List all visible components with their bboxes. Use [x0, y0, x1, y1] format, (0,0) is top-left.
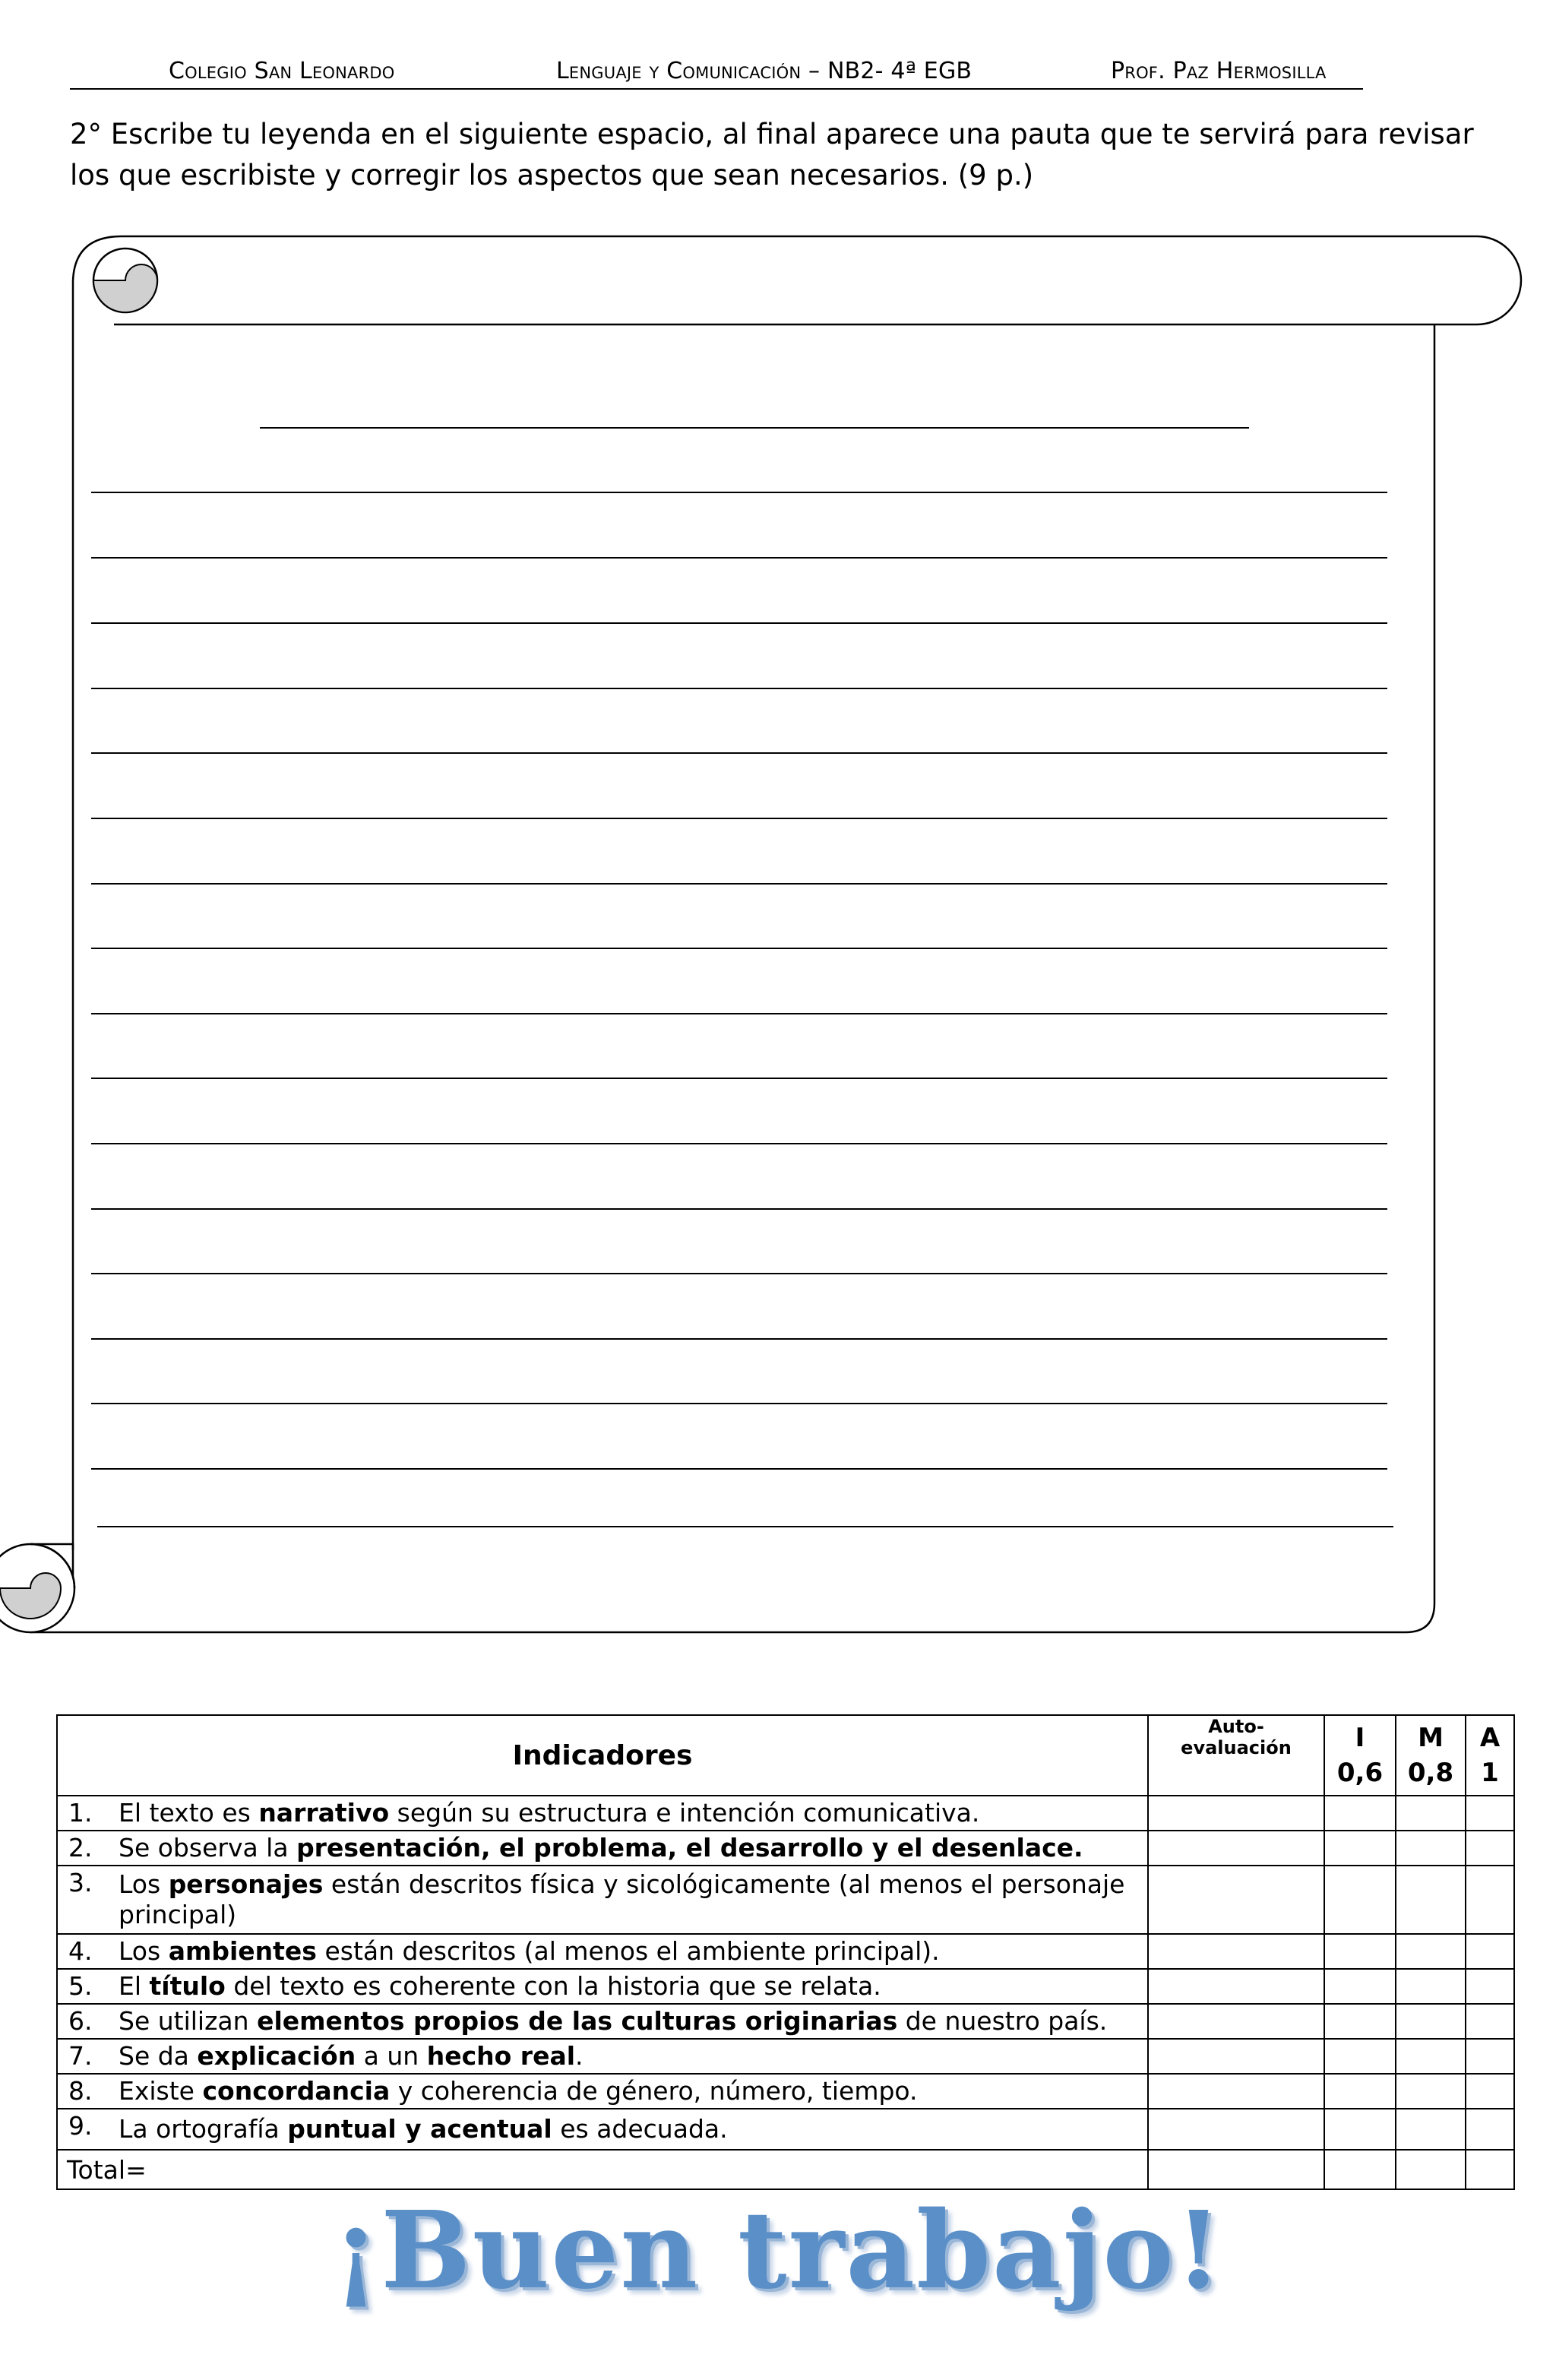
- indicator-cell: [57, 1831, 1148, 1866]
- instructions-text: 2° Escribe tu leyenda en el siguiente espacio, al final aparece una pauta que te servirá para revisar los que escribiste y corregir los aspectos que sean necesarios. (9 p.): [70, 118, 1474, 191]
- score-cell-m[interactable]: [1396, 1796, 1466, 1831]
- indicator-text: [119, 1936, 940, 1966]
- writing-line: [91, 557, 1387, 559]
- footer-good-work: ¡Buen trabajo!: [332, 2189, 1224, 2313]
- score-cell-a[interactable]: [1466, 1934, 1514, 1969]
- rubric-row: [57, 2109, 1514, 2150]
- indicator-cell: [57, 2109, 1148, 2150]
- indicator-fragment: Se da: [119, 2041, 198, 2071]
- score-cell-a[interactable]: [1466, 2109, 1514, 2150]
- indicator-text: [119, 2006, 1107, 2036]
- indicator-keyword: título: [149, 1971, 226, 2001]
- indicator-keyword: ambientes: [168, 1936, 317, 1966]
- score-cell-m[interactable]: [1396, 1866, 1466, 1934]
- writing-line: [91, 622, 1387, 624]
- score-cell-i[interactable]: [1324, 1831, 1396, 1866]
- score-cell-self[interactable]: [1148, 2109, 1324, 2150]
- score-cell-m[interactable]: [1396, 1831, 1466, 1866]
- indicator-fragment: Existe: [119, 2076, 203, 2106]
- indicator-number: 3.: [68, 1868, 93, 1897]
- score-cell-m[interactable]: [1396, 1969, 1466, 2004]
- indicator-cell: [57, 2039, 1148, 2074]
- total-self-cell[interactable]: [1148, 2150, 1324, 2189]
- score-cell-i[interactable]: [1324, 1934, 1396, 1969]
- self-evaluation-rubric: [56, 1714, 1515, 2190]
- score-cell-a[interactable]: [1466, 1866, 1514, 1934]
- level-m-letter: M: [1418, 1723, 1444, 1753]
- indicator-cell: [57, 1969, 1148, 2004]
- writing-line: [91, 688, 1387, 689]
- indicator-fragment: Se observa la: [119, 1833, 297, 1863]
- level-a-letter: A: [1479, 1723, 1501, 1753]
- indicator-text: [119, 1869, 1125, 1929]
- score-cell-a[interactable]: [1466, 2039, 1514, 2074]
- indicator-fragment: a un: [356, 2041, 427, 2071]
- score-cell-i[interactable]: [1324, 1796, 1396, 1831]
- indicator-fragment: El: [119, 1971, 150, 2001]
- indicators-header: Indicadores: [57, 1715, 1148, 1796]
- header-school: Colegio San Leonardo: [169, 58, 395, 84]
- self-evaluation-header: Auto-evaluación: [1148, 1715, 1324, 1796]
- level-m-header: [1396, 1715, 1466, 1796]
- indicator-cell: [57, 1796, 1148, 1831]
- score-cell-self[interactable]: [1148, 1831, 1324, 1866]
- total-label: Total=: [57, 2150, 1148, 2189]
- score-cell-self[interactable]: [1148, 2074, 1324, 2109]
- scroll-top-curl-icon: [93, 248, 157, 312]
- rubric-row: [57, 2004, 1514, 2039]
- indicator-fragment: según su estructura e intención comunicativa.: [389, 1798, 980, 1828]
- indicator-cell: [57, 1934, 1148, 1969]
- indicator-text: [119, 1798, 979, 1828]
- score-cell-m[interactable]: [1396, 2109, 1466, 2150]
- indicator-keyword: explicación: [197, 2041, 356, 2071]
- indicator-number: 9.: [68, 2111, 93, 2141]
- total-m-cell[interactable]: [1396, 2150, 1466, 2189]
- title-line: [260, 427, 1249, 429]
- indicator-fragment: .: [575, 2041, 584, 2071]
- scroll-body: [30, 236, 1434, 1632]
- writing-line: [91, 1078, 1387, 1079]
- writing-line: [97, 1526, 1393, 1527]
- writing-line: [91, 948, 1387, 949]
- indicator-fragment: Los: [119, 1869, 169, 1899]
- indicator-number: 1.: [68, 1798, 93, 1828]
- indicator-cell: [57, 2074, 1148, 2109]
- score-cell-i[interactable]: [1324, 2039, 1396, 2074]
- score-cell-i[interactable]: [1324, 1969, 1396, 2004]
- rubric-row: [57, 1934, 1514, 1969]
- level-i-score: 0,6: [1336, 1758, 1384, 1788]
- rubric-row: [57, 2074, 1514, 2109]
- writing-line: [91, 1403, 1387, 1404]
- rubric-row: [57, 1796, 1514, 1831]
- score-cell-a[interactable]: [1466, 1831, 1514, 1866]
- score-cell-i[interactable]: [1324, 1866, 1396, 1934]
- writing-line: [91, 1338, 1387, 1340]
- scroll-top-roll: [114, 236, 1521, 324]
- writing-line: [91, 1468, 1387, 1470]
- score-cell-self[interactable]: [1148, 1934, 1324, 1969]
- level-m-score: 0,8: [1407, 1758, 1454, 1788]
- indicator-text: [119, 2076, 918, 2106]
- indicator-fragment: La ortografía: [119, 2114, 288, 2144]
- indicator-fragment: El texto es: [119, 1798, 259, 1828]
- score-cell-a[interactable]: [1466, 1969, 1514, 2004]
- rubric-row: [57, 1866, 1514, 1934]
- level-a-header: [1466, 1715, 1514, 1796]
- score-cell-m[interactable]: [1396, 2004, 1466, 2039]
- indicator-keyword: personajes: [168, 1869, 324, 1899]
- indicator-keyword: hecho real: [426, 2041, 576, 2071]
- total-row: [57, 2150, 1514, 2189]
- writing-line: [91, 752, 1387, 754]
- indicator-fragment: están descritos (al menos el ambiente principal).: [316, 1936, 940, 1966]
- indicator-fragment: del texto es coherente con la historia que se relata.: [225, 1971, 881, 2001]
- total-i-cell[interactable]: [1324, 2150, 1396, 2189]
- indicator-number: 4.: [68, 1936, 93, 1966]
- rubric-row: [57, 2039, 1514, 2074]
- indicator-text: [119, 2114, 728, 2144]
- indicator-fragment: es adecuada.: [552, 2114, 728, 2144]
- score-cell-self[interactable]: [1148, 1866, 1324, 1934]
- score-cell-self[interactable]: [1148, 2004, 1324, 2039]
- score-cell-a[interactable]: [1466, 2074, 1514, 2109]
- indicator-fragment: Se utilizan: [119, 2006, 258, 2036]
- score-cell-self[interactable]: [1148, 1796, 1324, 1831]
- indicator-fragment: y coherencia de género, número, tiempo.: [390, 2076, 918, 2106]
- indicator-number: 5.: [68, 1971, 93, 2001]
- indicator-text: [119, 2041, 584, 2071]
- level-i-header: [1324, 1715, 1396, 1796]
- indicator-cell: [57, 1866, 1148, 1934]
- writing-line: [91, 818, 1387, 819]
- indicator-number: 8.: [68, 2076, 93, 2106]
- writing-line: [91, 1143, 1387, 1144]
- indicator-number: 6.: [68, 2006, 93, 2036]
- writing-line: [91, 1208, 1387, 1210]
- score-cell-i[interactable]: [1324, 2109, 1396, 2150]
- indicator-number: 7.: [68, 2041, 93, 2071]
- indicator-keyword: narrativo: [258, 1798, 390, 1828]
- header-subject: Lenguaje y Comunicación – NB2- 4ª EGB: [556, 58, 972, 84]
- indicator-keyword: elementos propios de las culturas originarias: [257, 2006, 898, 2036]
- score-cell-m[interactable]: [1396, 2039, 1466, 2074]
- score-cell-a[interactable]: [1466, 2004, 1514, 2039]
- indicator-cell: [57, 2004, 1148, 2039]
- score-cell-self[interactable]: [1148, 2039, 1324, 2074]
- score-cell-m[interactable]: [1396, 1934, 1466, 1969]
- rubric-row: [57, 1969, 1514, 2004]
- scroll-bottom-curl-icon: [0, 1544, 74, 1632]
- score-cell-i[interactable]: [1324, 2074, 1396, 2109]
- indicator-keyword: puntual y acentual: [287, 2114, 552, 2144]
- writing-line: [91, 492, 1387, 493]
- score-cell-m[interactable]: [1396, 2074, 1466, 2109]
- indicator-keyword: presentación, el problema, el desarrollo y el desenlace.: [296, 1833, 1083, 1863]
- writing-line: [91, 1273, 1387, 1274]
- score-cell-i[interactable]: [1324, 2004, 1396, 2039]
- header-teacher: Prof. Paz Hermosilla: [1111, 58, 1327, 84]
- indicator-fragment: Los: [119, 1936, 169, 1966]
- indicator-fragment: de nuestro país.: [897, 2006, 1108, 2036]
- writing-line: [91, 1013, 1387, 1014]
- page-header: [70, 53, 1363, 90]
- writing-line: [91, 883, 1387, 885]
- score-cell-a[interactable]: [1466, 1796, 1514, 1831]
- level-a-score: 1: [1481, 1758, 1499, 1788]
- total-a-cell[interactable]: [1466, 2150, 1514, 2189]
- level-i-letter: I: [1355, 1723, 1365, 1753]
- scroll-bottom-roll: [30, 1544, 73, 1588]
- indicator-text: [119, 1833, 1083, 1863]
- indicator-number: 2.: [68, 1833, 93, 1863]
- rubric-row: [57, 1831, 1514, 1866]
- indicator-keyword: concordancia: [202, 2076, 391, 2106]
- indicator-text: [119, 1971, 881, 2001]
- score-cell-self[interactable]: [1148, 1969, 1324, 2004]
- indicator-fragment: están descritos física y sicológicamente (al menos el personaje principal): [119, 1869, 1125, 1929]
